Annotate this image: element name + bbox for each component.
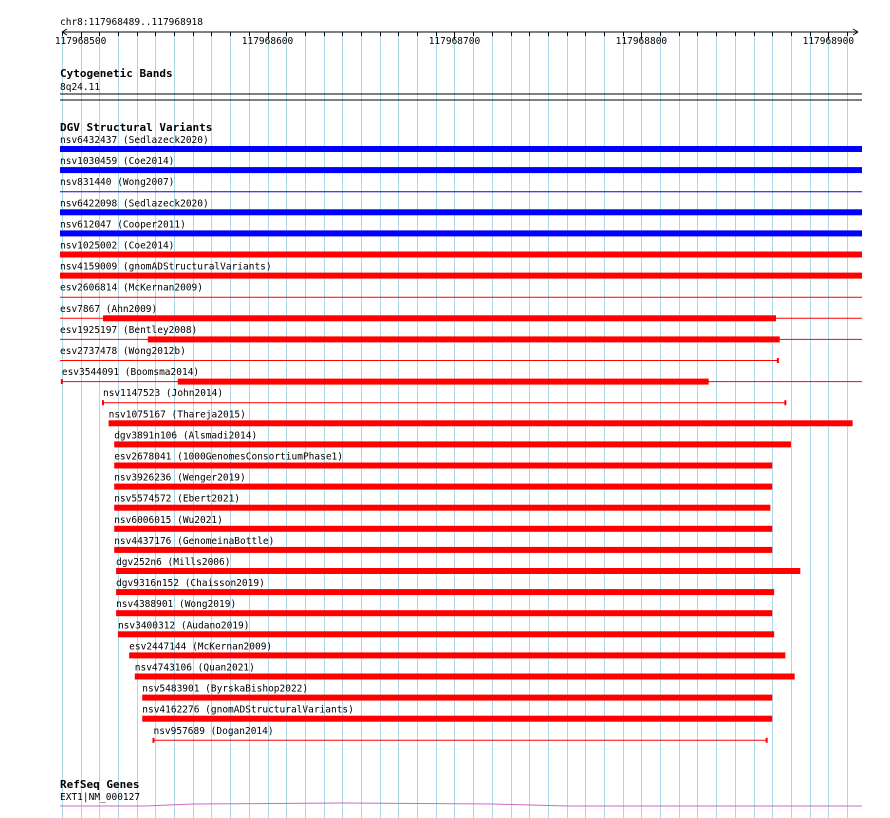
dgv-feature-label: nsv612047 (Cooper2011) <box>60 219 186 231</box>
dgv-feature-bar[interactable] <box>60 252 862 258</box>
ruler-tick-label: 117968900 <box>802 36 855 47</box>
ruler[interactable] <box>55 17 858 47</box>
dgv-feature-label: esv1925197 (Bentley2008) <box>60 324 198 336</box>
dgv-feature[interactable] <box>114 494 770 511</box>
dgv-feature-label: nsv4388901 (Wong2019) <box>116 599 237 611</box>
dgv-feature[interactable] <box>60 135 862 152</box>
dgv-feature-bar[interactable] <box>129 652 785 658</box>
dgv-feature-label: nsv1147523 (John2014) <box>102 388 224 400</box>
dgv-feature-bar[interactable] <box>114 463 772 469</box>
dgv-feature-bar[interactable] <box>109 420 853 426</box>
dgv-track <box>60 121 862 743</box>
dgv-feature-bar[interactable] <box>118 631 774 637</box>
background-grid <box>63 36 848 818</box>
dgv-feature-label: nsv1025002 (Coe2014) <box>60 240 175 252</box>
dgv-feature-start-cap <box>102 400 104 405</box>
dgv-feature-label: nsv957689 (Dogan2014) <box>153 725 274 737</box>
dgv-feature-label: nsv1075167 (Thareja2015) <box>108 409 246 421</box>
dgv-feature-label: nsv5574572 (Ebert2021) <box>114 493 241 505</box>
dgv-feature-label: nsv1030459 (Coe2014) <box>60 156 175 168</box>
dgv-feature-bar[interactable] <box>60 167 862 173</box>
ruler-tick-label: 117968500 <box>54 36 107 47</box>
dgv-feature-bar[interactable] <box>114 484 772 490</box>
dgv-feature[interactable] <box>60 156 862 173</box>
dgv-feature-bar[interactable] <box>60 209 862 215</box>
dgv-feature[interactable] <box>61 367 862 385</box>
dgv-feature[interactable] <box>60 219 862 236</box>
dgv-feature[interactable] <box>60 325 862 343</box>
dgv-feature-bar[interactable] <box>116 589 774 595</box>
dgv-feature-label: esv2606814 (McKernan2009) <box>60 282 203 294</box>
dgv-feature[interactable] <box>60 241 862 258</box>
dgv-feature[interactable] <box>60 177 862 192</box>
dgv-feature-label: nsv4162276 (gnomADStructuralVariants) <box>142 704 354 716</box>
dgv-feature-label: esv3544091 (Boomsma2014) <box>61 367 200 379</box>
dgv-feature-bar[interactable] <box>116 568 800 574</box>
dgv-feature-bar[interactable] <box>178 379 709 385</box>
cytoband-track <box>60 67 862 100</box>
dgv-feature-label: esv2447144 (McKernan2009) <box>129 641 273 653</box>
dgv-feature-label: dgv9316n152 (Chaisson2019) <box>116 578 265 590</box>
dgv-feature[interactable] <box>114 430 791 447</box>
dgv-feature-bar[interactable] <box>60 230 862 236</box>
dgv-feature-bar[interactable] <box>135 674 795 680</box>
refseq-track <box>60 778 862 806</box>
dgv-feature-bar[interactable] <box>114 547 772 553</box>
refseq-track-title: RefSeq Genes <box>60 778 140 791</box>
locus-label: chr8:117968489..117968918 <box>60 17 203 28</box>
dgv-feature-bar[interactable] <box>148 336 780 342</box>
refseq-gene-line[interactable] <box>60 803 862 806</box>
dgv-feature-bar[interactable] <box>114 526 772 532</box>
dgv-feature-label: dgv252n6 (Mills2006) <box>116 557 231 568</box>
dgv-feature-label: nsv5483901 (ByrskaBishop2022) <box>142 683 309 695</box>
dgv-features <box>60 135 862 743</box>
dgv-feature-bar[interactable] <box>114 441 791 447</box>
dgv-feature[interactable] <box>114 536 772 553</box>
dgv-feature[interactable] <box>60 198 862 215</box>
dgv-feature[interactable] <box>109 409 853 426</box>
dgv-feature-label: nsv4743106 (Quan2021) <box>134 662 255 674</box>
dgv-feature-label: dgv3891n106 (Alsmadi2014) <box>114 430 258 442</box>
cytoband-label: 8q24.11 <box>60 82 101 93</box>
dgv-feature[interactable] <box>114 515 772 532</box>
dgv-feature-label: nsv6006015 (Wu2021) <box>114 514 223 526</box>
dgv-feature[interactable] <box>116 599 772 616</box>
dgv-feature-start-cap <box>152 738 154 743</box>
dgv-feature-label: nsv6422098 (Sedlazeck2020) <box>60 198 209 210</box>
dgv-feature[interactable] <box>60 346 779 363</box>
dgv-feature-bar[interactable] <box>142 716 772 722</box>
dgv-track-title: DGV Structural Variants <box>60 121 213 134</box>
dgv-feature-start-cap <box>61 379 63 384</box>
dgv-feature[interactable] <box>129 641 785 658</box>
dgv-feature-label: esv2737478 (Wong2012b) <box>60 346 186 357</box>
dgv-feature[interactable] <box>118 620 774 637</box>
dgv-feature-bar[interactable] <box>142 695 772 701</box>
dgv-feature[interactable] <box>152 726 767 743</box>
dgv-feature-label: nsv3926236 (Wenger2019) <box>114 472 246 484</box>
dgv-feature-label: nsv6432437 (Sedlazeck2020) <box>60 135 209 146</box>
dgv-feature-label: nsv4159009 (gnomADStructuralVariants) <box>60 261 272 273</box>
dgv-feature-end-cap <box>766 738 768 743</box>
ruler-tick-label: 117968600 <box>241 36 294 47</box>
dgv-feature[interactable] <box>114 452 772 469</box>
dgv-feature[interactable] <box>102 388 786 405</box>
ruler-tick-label: 117968700 <box>428 36 481 47</box>
dgv-feature-label: nsv4437176 (GenomeinaBottle) <box>114 535 275 547</box>
dgv-feature[interactable] <box>60 304 862 322</box>
dgv-feature-label: nsv831440 (Wong2007) <box>60 177 175 189</box>
dgv-feature-bar[interactable] <box>114 505 770 511</box>
dgv-feature[interactable] <box>116 578 774 595</box>
dgv-feature[interactable] <box>142 684 772 701</box>
ruler-tick-label: 117968800 <box>615 36 668 47</box>
dgv-feature-bar[interactable] <box>60 273 862 279</box>
dgv-feature-label: esv7867 (Ahn2009) <box>60 303 158 315</box>
dgv-feature-label: nsv3400312 (Audano2019) <box>117 620 250 632</box>
dgv-feature[interactable] <box>114 473 772 490</box>
dgv-feature-label: esv2678041 (1000GenomesConsortiumPhase1) <box>114 451 343 463</box>
dgv-feature[interactable] <box>142 705 772 722</box>
dgv-feature[interactable] <box>135 663 795 680</box>
refseq-gene-label: EXT1|NM_000127 <box>60 792 141 803</box>
cytoband-track-title: Cytogenetic Bands <box>60 67 173 80</box>
dgv-feature[interactable] <box>60 262 862 279</box>
dgv-feature-end-cap <box>777 358 779 363</box>
dgv-feature-bar[interactable] <box>116 610 772 616</box>
dgv-feature-bar[interactable] <box>103 315 776 321</box>
dgv-feature-end-cap <box>784 400 786 405</box>
dgv-feature[interactable] <box>60 283 862 298</box>
dgv-feature-bar[interactable] <box>60 146 862 152</box>
